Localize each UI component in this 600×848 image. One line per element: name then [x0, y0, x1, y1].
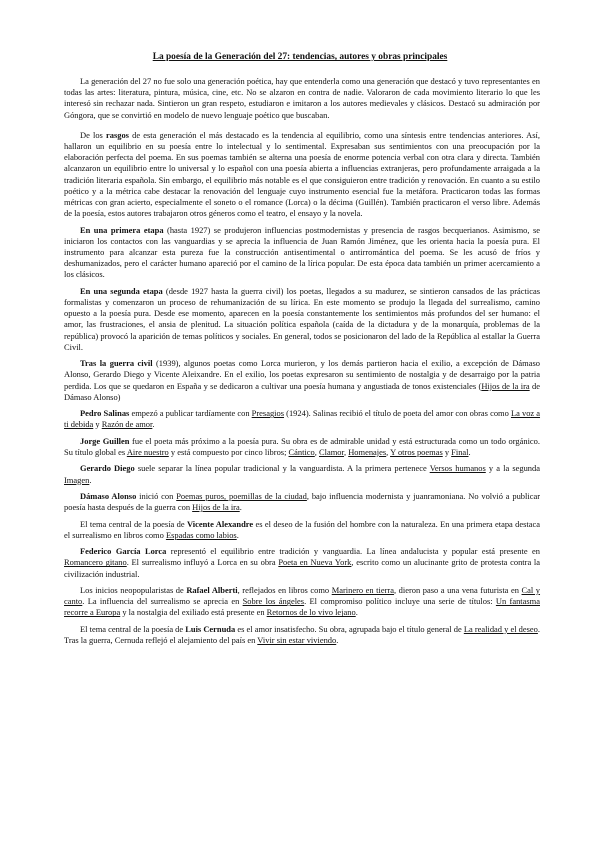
text: . El compromiso político incluye una serie de títulos: [304, 596, 496, 607]
text: (desde 1927 hasta la guerra civil) los poetas, llegados a su madurez, se sintieron cansados de las prácticas formalistas y comenzaron un proceso de rehumanización de su lírica. En este momento se produjo la llegada del surrealismo, camino opuesto a la poesía pura. Desde ese momento, aparecen en la poesía constantemente los sentimientos más profundos del ser humano: el amor, las frustraciones, el ansia de plenitud. La situación política española (caída de la dictadura y de la monarquía, problemas de la república) provocó la aparición de temas políticos y sociales. En general, todos se posicionaron del lado de la República al estallar la Guerra Civil. [64, 285, 540, 352]
text: de Dámaso Alonso) [64, 380, 540, 402]
keyword: rasgos [105, 129, 129, 140]
work-title: Imagen [64, 474, 90, 485]
work-title: La realidad y el deseo [463, 623, 538, 634]
text: y [93, 419, 102, 430]
text: representó el equilibrio entre tradición y vanguardia. La línea andalucista y popular está presente en [166, 546, 540, 557]
work-title: Romancero gitano [64, 557, 127, 568]
text: De los [80, 129, 106, 140]
text: (hasta 1927) se produjeron influencias postmodernistas y presencia de rasgos becquerianos. Asimismo, se iniciaron los contactos con las vanguardias y se aprecia la influencia de Juan Ramón Jiménez, que les orienta hacia la poesía pura. El instrumento para alcanzar esta pureza fue la construcción antisentimental o antirromántica del poema. Se les acusó de fríos y deshumanizados, pero el carácter humano apareció por el camino de la lírica popular. De esta época data también un primer acercamiento a los clásicos. [64, 224, 540, 280]
author-name: Vicente Alexandre [187, 518, 254, 529]
text: , reflejados en libros como [237, 585, 332, 595]
text: Los inicios neopopularistas de [80, 585, 187, 595]
work-title: Sobre los ángeles [242, 596, 305, 607]
paragraph-luis-cernuda [64, 624, 540, 646]
text: de esta generación el más destacado es la tendencia al equilibrio, como una síntesis entre tendencias anteriores. Así, hallaron un equilibrio en su poesía entre lo intelectual y lo sentimental. Expresaban sus sentimientos con una preocupación por la elaboración perfecta del poema. En sus poemas también se alterna una poesía de enorme potencia verbal con otra clara y directa. También alcanzaron un equilibrio entre lo universal y lo español con una poesía abierta a influencias extranjeras, pero profundamente arraigada a la tradición literaria española. Sin embargo, el equilibrio más notable es el que consiguieron entre tradición y renovación. En cuanto a su estilo poético y a la métrica cabe destacar la renovación del lenguaje cuyo instrumento esencial fue la metáfora. Practicaron todas las formas métricas con gran acierto, especialmente el soneto o el romance (Lorca) o la décima (Guillén). También practicaron el verso libre. Además de la poesía, estos autores trabajaron otros géneros como el teatro, el ensayo y la novela. [64, 129, 541, 219]
text: El tema central de la poesía de [80, 518, 187, 529]
text: (1924). Salinas recibió el título de poeta del amor con obras como [284, 408, 511, 419]
paragraph-segunda-etapa [64, 286, 540, 353]
work-title: Clamor [319, 447, 344, 458]
text: . [236, 529, 239, 540]
text: y la nostalgia del exiliado está presente en [120, 607, 267, 618]
text: , bajo influencia modernista y juanramoniana. No volvió a publicar poesía hasta después de la guerra con [64, 491, 541, 513]
keyword: En una primera etapa [80, 224, 164, 235]
paragraph-gerardo-diego [64, 463, 540, 485]
author-name: Pedro Salinas [80, 408, 130, 419]
paragraph-rasgos [64, 130, 540, 220]
text: empezó a publicar tardíamente con [129, 408, 252, 419]
text: suele separar la línea popular tradicional y la vanguardista. A la primera pertenece [134, 463, 430, 474]
document-body [64, 76, 540, 651]
text: . [152, 419, 155, 430]
paragraph-garcia-lorca [64, 546, 540, 580]
paragraph-pedro-salinas [64, 408, 540, 430]
keyword: Tras la guerra civil [80, 358, 153, 369]
work-title: Cántico [288, 447, 315, 458]
paragraph-primera-etapa [64, 225, 540, 281]
text: y está compuesto por cinco libros; [168, 447, 289, 458]
work-title: Cal y canto [64, 585, 541, 607]
author-name: Rafael Alberti [186, 585, 238, 595]
text: es el deseo de la fusión del hombre con la naturaleza. En una primera etapa destaca el surrealismo en libros como [64, 518, 540, 540]
paragraph-jorge-guillen [64, 436, 540, 458]
text: fue el poeta más próximo a la poesía pura. Su obra es de admirable unidad y está estructurada como un todo orgánico. Su título global es [64, 435, 541, 458]
work-title: Retornos de lo vivo lejano [266, 607, 356, 618]
work-title: La voz a ti debida [64, 408, 541, 430]
work-title: Poemas puros, poemillas de la ciudad [176, 491, 307, 502]
work-title: Hijos de la ira [481, 380, 530, 391]
text: y a la segunda [485, 463, 540, 474]
text: , [386, 447, 391, 458]
work-title: Versos humanos [429, 463, 486, 474]
text: . [89, 474, 92, 485]
author-name: Jorge Guillen [80, 435, 130, 446]
text: . [336, 635, 339, 645]
author-name: Federico García Lorca [80, 546, 167, 557]
text: , [343, 447, 349, 458]
author-name: Dámaso Alonso [80, 491, 137, 502]
text: . [468, 447, 471, 458]
text: . El surrealismo influyó a Lorca en su obra [126, 557, 279, 568]
work-title: Y otros poemas [390, 447, 443, 458]
work-title: Final [451, 447, 469, 458]
work-title: Presagios [251, 408, 285, 419]
paragraph-vicente-aleixandre [64, 519, 540, 541]
paragraph-intro: La generación del 27 no fue solo una generación poética, hay que entenderla como una generación que destacó y tuvo representantes en todas las artes: literatura, pintura, música, cine, etc. No se alzaron en contra de nadie. Valoraron de cada movimiento literario lo que les interesó sin rechazar nada. Sintieron un gran respeto, estudiaron e imitaron a los autores medievales y clásicos. Destacó su admiración por Góngora, que se convirtió en modelo de nuevo lenguaje poético que buscaban. [64, 76, 540, 120]
author-name: Luis Cernuda [185, 623, 236, 634]
author-name: Gerardo Diego [80, 463, 135, 474]
work-title: Vivir sin estar viviendo [257, 635, 337, 645]
paragraph-rafael-alberti [64, 585, 540, 619]
text: , escrito como un alucinante grito de protesta contra la civilización industrial. [64, 557, 540, 579]
work-title: Homenajes [348, 447, 387, 458]
work-title: Aire nuestro [126, 447, 169, 458]
work-title: Un fantasma recorre a Europa [64, 596, 540, 618]
text: inició con [136, 491, 177, 502]
text: . [239, 502, 242, 513]
paragraph-damaso-alonso [64, 491, 540, 513]
keyword: En una segunda etapa [80, 285, 163, 296]
document-title: La poesía de la Generación del 27: tendencias, autores y obras principales [152, 52, 448, 62]
text: . [355, 607, 358, 618]
text: (1939), algunos poetas como Lorca murieron, y los demás partieron hacia el exilio, a excepción de Dámaso Alonso, Gerardo Diego y Vicente Aleixandre. En el exilio, los poetas expresaron su sentimiento de nostalgia y de desarraigo por la patria perdida. Los que se quedaron en España y se dedicaron a cultivar una poesía humana y angustiada de tonos existenciales ( [64, 358, 540, 391]
work-title: Razón de amor [101, 419, 153, 430]
text: . La influencia del surrealismo se aprecia en [82, 596, 243, 607]
text: es el amor insatisfecho. Su obra, agrupada bajo el título general de [235, 623, 464, 634]
text: , [314, 447, 319, 458]
text: y [442, 447, 452, 458]
text: , dieron paso a una vena futurista en [393, 585, 522, 595]
text: El tema central de la poesía de [80, 623, 186, 634]
paragraph-tras-la-guerra [64, 358, 540, 403]
work-title: Hijos de la ira [192, 502, 240, 513]
text: . Tras la guerra, Cernuda reflejó el alejamiento del país en [64, 623, 540, 645]
work-title: Espadas como labios [165, 529, 237, 540]
work-title: Poeta en Nueva York [278, 557, 352, 568]
work-title: Marinero en tierra [331, 585, 394, 595]
